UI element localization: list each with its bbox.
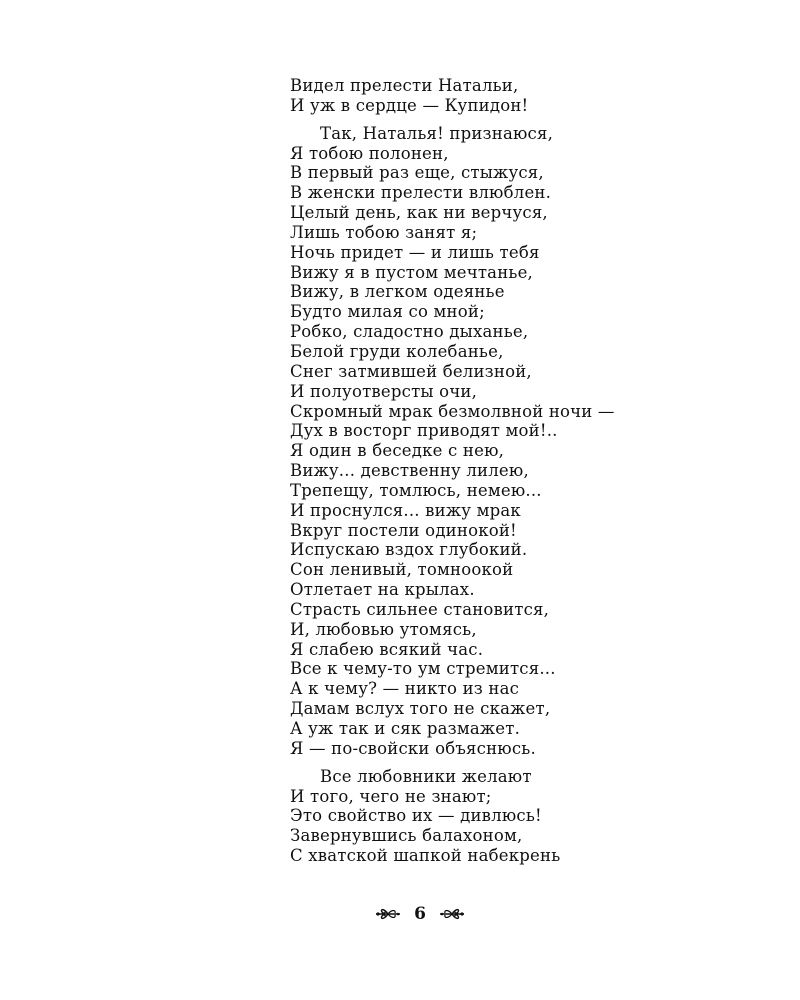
poem-line: Я тобою полонен, — [290, 143, 449, 163]
poem-line: Видел прелести Натальи, — [290, 76, 519, 95]
poem-line: Вижу... девственну лилею, — [290, 461, 529, 481]
stanza — [290, 767, 750, 866]
poem-line: Белой груди колебанье, — [290, 341, 504, 361]
poem-line: И уж в сердце — Купидон! — [290, 95, 529, 115]
page-number: 6 — [414, 904, 426, 924]
poem-line: Все любовники желают — [320, 766, 532, 786]
poem-line: Сон ленивый, томноокой — [290, 560, 514, 580]
poem-line: Ночь придет — и лишь тебя — [290, 242, 540, 262]
poem-line: И проснулся... вижу мрак — [290, 500, 521, 520]
poem-line: И того, чего не знают; — [290, 786, 492, 806]
poem-line: Будто милая со мной; — [290, 302, 485, 322]
poem-line: Я один в беседке с нею, — [290, 441, 505, 461]
poem-line: С хватской шапкой набекрень — [290, 846, 561, 866]
fleuron-right-icon — [438, 906, 466, 922]
stanza — [290, 124, 750, 759]
poem-line: И полуотверсты очи, — [290, 381, 478, 401]
poem-line: Вижу, в легком одеянье — [290, 282, 505, 302]
poem-line: Снег затмившей белизной, — [290, 361, 532, 381]
poem-line: Испускаю вздох глубокий. — [290, 540, 528, 560]
poem-line: Дамам вслух того не скажет, — [290, 699, 551, 719]
poem-line: Все к чему-то ум стремится... — [290, 659, 556, 679]
poem-line: Так, Наталья! признаюся, — [320, 123, 554, 143]
poem-line: А к чему? — никто из нас — [290, 679, 520, 699]
poem-line: Я — по-свойски объяснюсь. — [290, 738, 536, 758]
poem-line: Отлетает на крылах. — [290, 580, 475, 600]
stanza — [290, 76, 750, 116]
poem-line: А уж так и сяк размажет. — [290, 719, 521, 738]
poem-line: Я слабею всякий час. — [290, 639, 484, 659]
poem-line: В первый раз еще, стыжуся, — [290, 163, 544, 183]
poem-line: Это свойство их — дивлюсь! — [290, 806, 542, 826]
fleuron-left-icon — [374, 906, 402, 922]
poem-line: Страсть сильнее становится, — [290, 599, 550, 619]
poem-line: И, любовью утомясь, — [290, 619, 477, 639]
poem-text — [290, 76, 750, 866]
poem-line: Завернувшись балахоном, — [290, 826, 523, 846]
poem-line: Вижу я в пустом мечтанье, — [290, 262, 533, 282]
poem-line: В женски прелести влюблен. — [290, 183, 552, 203]
poem-line: Дух в восторг приводят мой!.. — [290, 421, 558, 441]
poem-line: Робко, сладостно дыханье, — [290, 322, 529, 342]
poem-line: Трепещу, томлюсь, немею... — [290, 480, 542, 500]
poem-line: Скромный мрак безмолвной ночи — — [290, 401, 615, 421]
poem-line: Лишь тобою занят я; — [290, 222, 478, 242]
poem-line: Целый день, как ни верчуся, — [290, 203, 548, 223]
page-footer — [370, 902, 470, 926]
poem-line: Вкруг постели одинокой! — [290, 520, 517, 540]
